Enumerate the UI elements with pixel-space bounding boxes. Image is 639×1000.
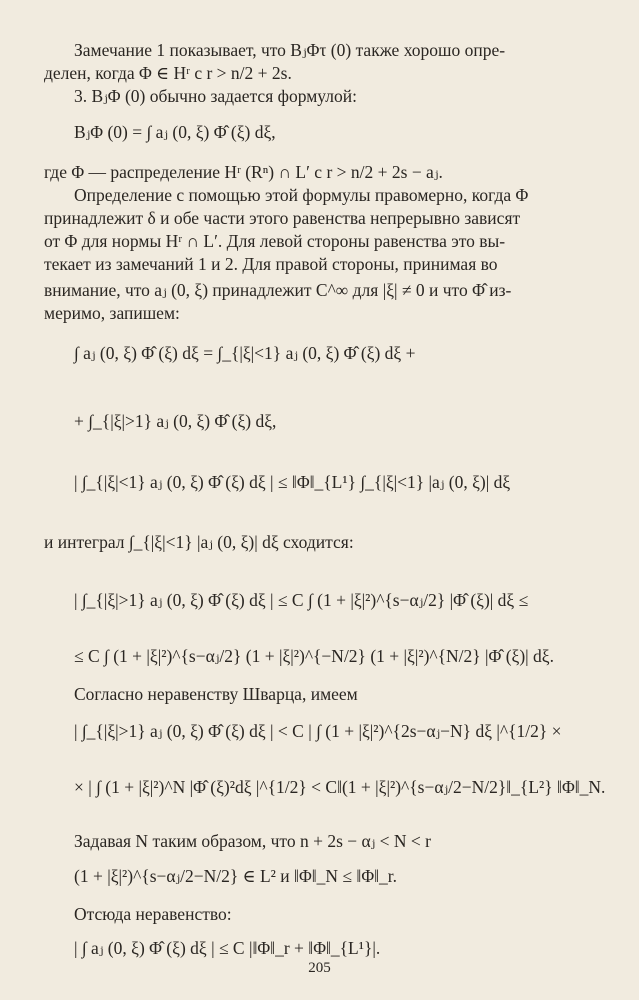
text-line: (1 + |ξ|²)^{s−αⱼ/2−N/2} ∈ L² и ‖Φ‖_N ≤ ‖Φ‖_r.	[74, 866, 398, 886]
text-line: BⱼΦ (0) = ∫ aⱼ (0, ξ) Φ̂ (ξ) dξ,	[74, 122, 276, 142]
text-line: | ∫ aⱼ (0, ξ) Φ̂ (ξ) dξ | ≤ C |‖Φ‖_r + ‖Φ‖_{L¹}|.	[74, 938, 381, 958]
text-line: | ∫_{|ξ|>1} aⱼ (0, ξ) Φ̂ (ξ) dξ | < C | ∫ (1 + |ξ|²)^{2s−αⱼ−N} dξ |^{1/2} ×	[74, 721, 562, 741]
text-line: меримо, запишем:	[44, 303, 180, 323]
text-line: Отсюда неравенство:	[74, 904, 232, 924]
text-line: делен, когда Φ ∈ Hʳ с r > n/2 + 2s.	[44, 63, 292, 83]
text-line: 3. BⱼΦ (0) обычно задается формулой:	[74, 86, 357, 106]
text-line: Замечание 1 показывает, что BⱼΦτ (0) также хорошо опре-	[74, 40, 506, 60]
text-line: где Φ — распределение Hʳ (Rⁿ) ∩ L′ с r > n/2 + 2s − aⱼ.	[44, 162, 443, 182]
text-line: × | ∫ (1 + |ξ|²)^N |Φ̂ (ξ)²dξ |^{1/2} < C‖(1 + |ξ|²)^{s−αⱼ/2−N/2}‖_{L²} ‖Φ‖_N.	[74, 777, 606, 797]
text-line: + ∫_{|ξ|>1} aⱼ (0, ξ) Φ̂ (ξ) dξ,	[74, 411, 277, 431]
text-line: и интеграл ∫_{|ξ|<1} |aⱼ (0, ξ)| dξ сходится:	[44, 532, 354, 552]
text-line: текает из замечаний 1 и 2. Для правой стороны, принимая во	[44, 254, 498, 274]
text-line: ≤ C ∫ (1 + |ξ|²)^{s−αⱼ/2} (1 + |ξ|²)^{−N/2} (1 + |ξ|²)^{N/2} |Φ̂ (ξ)| dξ.	[74, 646, 554, 666]
text-line: | ∫_{|ξ|<1} aⱼ (0, ξ) Φ̂ (ξ) dξ | ≤ ‖Φ‖_{L¹} ∫_{|ξ|<1} |aⱼ (0, ξ)| dξ	[74, 472, 511, 492]
page-number: 205	[308, 960, 331, 976]
text-line: | ∫_{|ξ|>1} aⱼ (0, ξ) Φ̂ (ξ) dξ | ≤ C ∫ (1 + |ξ|²)^{s−αⱼ/2} |Φ̂ (ξ)| dξ ≤	[74, 590, 529, 610]
text-line: от Φ для нормы Hʳ ∩ L′. Для левой стороны равенства это вы-	[44, 231, 506, 251]
text-line: внимание, что aⱼ (0, ξ) принадлежит C^∞ для |ξ| ≠ 0 и что Φ̂ из-	[44, 280, 512, 300]
text-line: Согласно неравенству Шварца, имеем	[74, 684, 358, 704]
text-line: принадлежит δ и обе части этого равенства непрерывно зависят	[44, 208, 521, 228]
text-line: Задавая N таким образом, что n + 2s − αⱼ < N < r	[74, 831, 431, 851]
text-line: ∫ aⱼ (0, ξ) Φ̂ (ξ) dξ = ∫_{|ξ|<1} aⱼ (0, ξ) Φ̂ (ξ) dξ +	[74, 343, 416, 363]
text-line: Определение с помощью этой формулы правомерно, когда Φ	[74, 185, 529, 205]
